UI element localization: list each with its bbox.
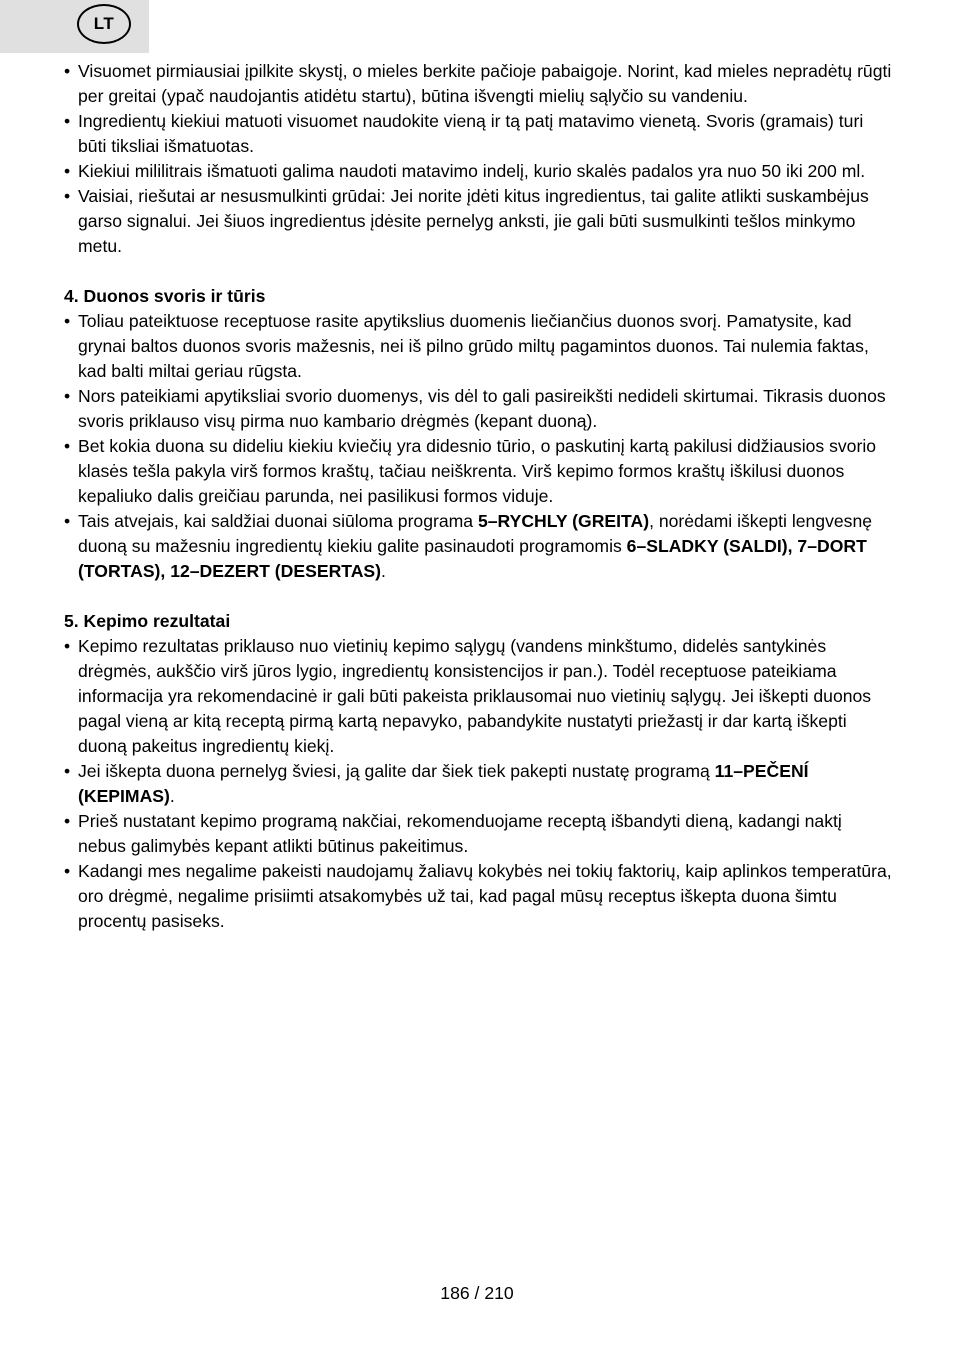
page-content xyxy=(64,59,894,934)
section-5-heading: 5. Kepimo rezultatai xyxy=(64,611,231,631)
language-tab xyxy=(0,0,149,53)
program-name: 11–PEČENÍ (KEPIMAS) xyxy=(78,761,809,806)
section-5-list xyxy=(64,634,894,934)
list-item: • Visuomet pirmiausiai įpilkite skystį, o mieles berkite pačioje pabaigoje. Norint, kad mieles nepradėtų rūgti per greitai (ypač naudojantis atidėtu startu), būtina išvengti mielių sąlyčio su vandeniu. xyxy=(64,59,894,109)
list-text: Tais atvejais, kai saldžiai duonai siūloma programa xyxy=(78,511,478,531)
list-text: . xyxy=(381,561,386,581)
current-page: 186 xyxy=(440,1283,470,1303)
list-text: . xyxy=(169,786,175,806)
list-text: , norėdami iškepti lengvesnę duoną su mažesniu ingredientų kiekiu galite pasinaudoti programomis xyxy=(78,511,873,556)
intro-list xyxy=(64,59,894,259)
program-name: 5–RYCHLY (GREITA) xyxy=(477,511,650,531)
program-names: 6–SLADKY (SALDI), 7–DORT (TORTAS), 12–DEZERT (DESERTAS) xyxy=(78,536,867,581)
language-badge: LT xyxy=(77,4,131,44)
list-item: • Kepimo rezultatas priklauso nuo vietinių kepimo sąlygų (vandens minkštumo, didelės santykinės drėgmės, aukščio virš jūros lygio, ingredientų konsistencijos ir pan.). Todėl receptuose pateikiama informacija yra rekomendacinė ir gali būti pakeista priklausomai nuo vietinių sąlygų. Jei iškepti duonos pagal vieną ar kitą receptą pirmą kartą nepavyko, pabandykite nustatyti priežastį ir dar kartą iškepti duoną pakeitus ingredientų kiekį. xyxy=(64,634,894,759)
list-item: • Bet kokia duona su dideliu kiekiu kviečių yra didesnio tūrio, o paskutinį kartą pakilusi didžiausios svorio klasės tešla pakyla virš formos kraštų, tačiau neiškrenta. Virš kepimo formos kraštų iškilusi duonos kepaliuko dalis greičiau parunda, nei pasilikusi formos viduje. xyxy=(64,434,894,509)
list-item: • Kiekiui mililitrais išmatuoti galima naudoti matavimo indelį, kurio skalės padalos yra nuo 50 iki 200 ml. xyxy=(64,159,894,184)
total-pages: 210 xyxy=(484,1283,514,1303)
list-item xyxy=(64,509,894,584)
list-item: • Toliau pateiktuose receptuose rasite apytikslius duomenis liečiančius duonos svorį. Pamatysite, kad grynai baltos duonos svoris mažesnis, nei iš pilno grūdo miltų pagamintos duonos. Tai nulemia faktas, kad balti miltai geriau rūgsta. xyxy=(64,309,894,384)
spacer xyxy=(64,259,894,284)
section-4-list xyxy=(64,309,894,584)
spacer xyxy=(64,584,894,609)
list-item: • Nors pateikiami apytiksliai svorio duomenys, vis dėl to gali pasireikšti nedideli skirtumai. Tikrasis duonos svoris priklauso visų pirma nuo kambario drėgmės (kepant duoną). xyxy=(64,384,894,434)
list-item: • Kadangi mes negalime pakeisti naudojamų žaliavų kokybės nei tokių faktorių, kaip aplinkos temperatūra, oro drėgmė, negalime prisiimti atsakomybės už tai, kad pagal mūsų receptus iškepta duona šimtu procentų pasiseks. xyxy=(64,859,894,934)
section-4-heading: 4. Duonos svoris ir tūris xyxy=(64,286,266,306)
list-item: • Prieš nustatant kepimo programą nakčiai, rekomenduojame receptą išbandyti dieną, kadangi naktį nebus galimybės kepant atlikti būtinus pakeitimus. xyxy=(64,809,894,859)
list-text: Jei iškepta duona pernelyg šviesi, ją galite dar šiek tiek pakepti nustatę programą xyxy=(78,761,715,781)
page-number xyxy=(0,1281,954,1306)
list-item: • Vaisiai, riešutai ar nesusmulkinti grūdai: Jei norite įdėti kitus ingredientus, tai galite atlikti suskambėjus garso signalui. Jei šiuos ingredientus įdėsite pernelyg anksti, jie gali būti susmulkinti tešlos minkymo metu. xyxy=(64,184,894,259)
list-item: • Ingredientų kiekiui matuoti visuomet naudokite vieną ir tą patį matavimo vienetą. Svoris (gramais) turi būti tiksliai išmatuotas. xyxy=(64,109,894,159)
list-item xyxy=(64,759,894,809)
page-separator: / xyxy=(469,1283,485,1303)
